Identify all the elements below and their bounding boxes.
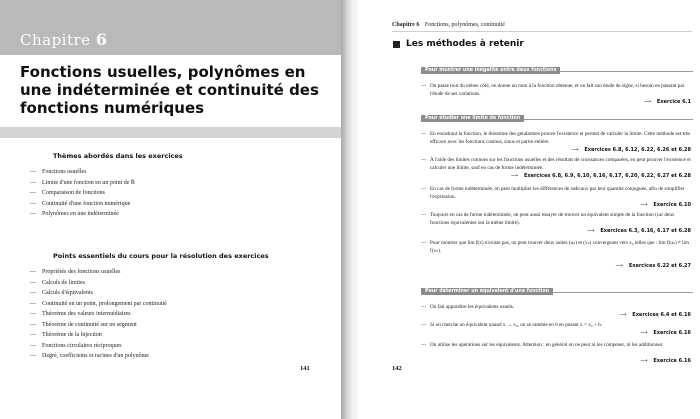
list-item: — Polynômes en une indéterminée — [30, 209, 135, 220]
arrow-icon: ⟶ — [619, 312, 627, 318]
themes-heading: Thèmes abordés dans les exercices — [53, 152, 183, 160]
method-item — [421, 131, 693, 153]
chapter-heading — [20, 30, 107, 49]
exercise-ref — [511, 173, 691, 181]
arrow-icon: ⟶ — [571, 147, 579, 153]
method-item — [421, 240, 693, 269]
exercise-ref-label: Exercices 6.3, 6.16, 6.17 et 6.28 — [600, 228, 691, 234]
points-heading: Points essentiels du cours pour la résolution des exercices — [53, 252, 269, 260]
method-item — [421, 212, 693, 234]
arrow-icon: ⟶ — [640, 202, 648, 208]
list-item: — Théorème de continuité sur un segment — [30, 320, 167, 331]
list-item: — Calculs d'équivalents — [30, 288, 167, 299]
running-head-title: Fonctions, polynômes, continuité — [424, 22, 505, 28]
list-item: — Théorème des valeurs intermédiaires — [30, 309, 167, 320]
method-item — [421, 83, 693, 105]
method-item — [421, 186, 693, 208]
dash-icon: — — [421, 186, 427, 192]
dash-icon: — — [421, 83, 427, 89]
right-page — [359, 0, 700, 419]
section-box — [421, 116, 693, 121]
section-box — [421, 68, 693, 73]
exercise-ref-label: Exercices 6.22 et 6.27 — [628, 263, 691, 269]
exercise-ref-label: Exercices 6.8, 6.9, 6.10, 6.16, 6.17, 6.20, 6.22, 6.27 et 6.28 — [523, 173, 691, 179]
exercise-ref — [640, 202, 691, 210]
method-text: On passe tout du même côté, on donne un nom à la fonction obtenue, et on fait son étude de signe, si besoin en passant par l'étude de ses variations. — [430, 83, 685, 97]
section-tag: Pour déterminer un équivalent d'une fonction — [421, 288, 553, 295]
list-item: — Limite d'une fonction en un point de R̄ — [30, 178, 135, 189]
dash-icon: — — [421, 157, 427, 163]
book-gutter — [341, 0, 359, 419]
dash-icon: — — [421, 240, 427, 246]
arrow-icon: ⟶ — [615, 263, 623, 269]
list-item: — Comparaison de fonctions — [30, 188, 135, 199]
method-text: En cas de forme indéterminée, on peut multiplier les différences de radicaux par leur quantité conjuguée, afin de simplifier l'expression. — [430, 186, 685, 200]
list-item: — Propriétés des fonctions usuelles — [30, 267, 167, 278]
list-item: — Fonctions usuelles — [30, 167, 135, 178]
method-text: On utilise les opérations sur les équivalents. Attention : en général on ne peut ni les composer, ni les additionner. — [430, 342, 664, 348]
left-page — [0, 0, 341, 419]
list-item: — Degré, coefficients et racines d'un polynôme — [30, 351, 167, 362]
method-text: Toujours en cas de forme indéterminée, on peut aussi essayer de trouver un équivalent simple de la fonction (car deux fonctions équivalentes ont la même limite). — [430, 212, 675, 226]
page-number-right: 142 — [392, 365, 402, 372]
exercise-ref-label: Exercices 6.8, 6.12, 6.22, 6.26 et 6.28 — [584, 147, 691, 153]
divider-band — [0, 127, 341, 138]
dash-icon: — — [421, 131, 427, 137]
running-head — [392, 22, 505, 28]
arrow-icon: ⟶ — [640, 358, 648, 364]
exercise-ref — [644, 99, 691, 107]
running-head-rule — [392, 31, 692, 32]
section-tag: Pour montrer une inégalité entre deux fonctions — [421, 67, 560, 74]
list-item: — Continuité d'une fonction numérique — [30, 199, 135, 210]
chapter-number: 6 — [95, 30, 108, 49]
exercise-ref-label: Exercice 6.16 — [653, 330, 691, 336]
arrow-icon: ⟶ — [587, 228, 595, 234]
method-text: Pour montrer que lim f(x) n'existe pas, on peut trouver deux suites (uₙ) et (vₙ) convergeant vers x₀ telles que : lim f(uₙ) ≠ lim f(vₙ). — [430, 240, 690, 254]
dash-icon: — — [421, 304, 427, 310]
arrow-icon: ⟶ — [640, 330, 648, 336]
method-text: On fait apparaître les équivalents usuels. — [430, 304, 515, 310]
exercise-ref — [616, 263, 691, 271]
exercise-ref — [619, 312, 691, 320]
list-item: — Continuité en un point, prolongement par continuité — [30, 299, 167, 310]
method-text: Si on cherche un équivalent quand x → x₀, on se ramène en 0 en posant x = x₀ + h. — [430, 322, 602, 328]
method-item — [421, 304, 693, 318]
exercise-ref — [571, 147, 691, 155]
exercise-ref-label: Exercice 6.1 — [656, 99, 691, 105]
exercise-ref-label: Exercice 6.16 — [653, 358, 691, 364]
dash-icon: — — [421, 212, 427, 218]
section-tag: Pour étudier une limite de fonction — [421, 115, 524, 122]
exercise-ref-label: Exercices 6.4 et 6.16 — [632, 312, 691, 318]
arrow-icon: ⟶ — [510, 173, 518, 179]
themes-list — [30, 167, 135, 220]
exercise-ref — [640, 358, 691, 366]
section-box — [421, 289, 693, 294]
methods-title: Les méthodes à retenir — [406, 39, 524, 49]
exercise-ref — [587, 228, 691, 236]
method-text: En encadrant la fonction, le théorème des gendarmes prouve l'existence et permet de calculer la limite. Cette méthode est très efficace avec les fonctions cosinus, sinus et partie entière. — [430, 131, 691, 145]
exercise-ref-label: Exercice 6.10 — [653, 202, 691, 208]
dash-icon: — — [421, 322, 427, 328]
dash-icon: — — [421, 342, 427, 348]
list-item: — Fonctions circulaires réciproques — [30, 341, 167, 352]
method-item — [421, 342, 693, 364]
method-item — [421, 157, 693, 179]
arrow-icon: ⟶ — [643, 99, 651, 105]
page-number-left: 141 — [300, 365, 310, 372]
exercise-ref — [640, 330, 691, 338]
chapter-title: Fonctions usuelles, polynômes en une indéterminée et continuité des fonctions numériques — [20, 63, 319, 117]
points-list — [30, 267, 167, 362]
method-text: À l'aide des limites connues sur les fonctions usuelles et des résultats de croissances comparées, en peut prouver l'existence et calculer une limite, sauf en cas de forme indéterminée. — [430, 157, 691, 171]
list-item: — Théorème de la bijection — [30, 330, 167, 341]
chapter-word: Chapitre — [20, 31, 91, 49]
list-item: — Calculs de limites — [30, 278, 167, 289]
method-item — [421, 322, 693, 336]
running-head-chapter: Chapitre 6 — [392, 22, 420, 28]
